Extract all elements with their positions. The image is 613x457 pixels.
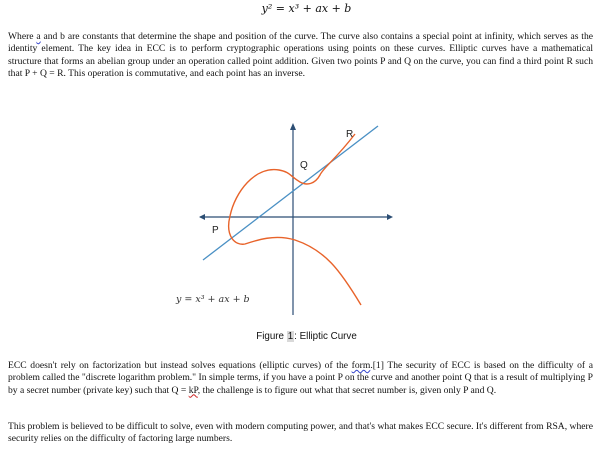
para1-after: and b are constants that determine the shape and position of the curve. The curve also contains a special point at infinity, which serves as the identity element. The key idea in ECC is to perform cryptographic operations using points on these curves. Elliptic curves have a mathematical structure that forms an abelian group under an operation called point addition. Given two points P and Q on the curve, you can find a third point R such that P + Q = R. This operation is commutative, and each point has an inverse. (8, 31, 593, 79)
paragraph-ecc-security (8, 360, 593, 397)
label-p: P (212, 225, 219, 236)
label-q: Q (300, 160, 308, 171)
caption-prefix: Figure (256, 331, 287, 342)
figure-axes (199, 123, 393, 315)
para2-after: , the challenge is to figure out what that secret number is, given only P and Q. (197, 384, 497, 396)
caption-suffix: : Elliptic Curve (294, 331, 357, 342)
para1-before: Where (8, 31, 37, 42)
spellcheck-a-token[interactable]: a (36, 31, 41, 42)
para2-before: ECC doesn't rely on factorization but instead solves equations (elliptic curves) of the (8, 360, 352, 371)
x-axis-arrow-left (199, 214, 205, 220)
x-axis-arrow-right (387, 214, 393, 220)
spellcheck-kp-token[interactable]: kP (188, 384, 198, 396)
elliptic-curve (229, 134, 361, 305)
para2-mid1: .[1] The security of ECC is based on the difficulty of a problem called the "discrete logarithm problem." In simple terms, if you have a point P on the curve and another point Q that is a result of multiplying P by a secret number (private key) such that Q = (8, 360, 593, 396)
curve-equation-label: y = x³ + ax + b (176, 294, 250, 305)
figure-caption (0, 331, 613, 342)
y-axis-arrow-top (290, 123, 296, 130)
paragraph-ecc-intro (8, 31, 593, 80)
caption-figure-number[interactable]: 1 (287, 331, 294, 342)
spellcheck-form-token[interactable]: form (351, 360, 371, 371)
curve-equation-heading: y² = x³ + ax + b (261, 2, 352, 15)
label-r: R (346, 129, 354, 140)
elliptic-curve-figure (176, 120, 400, 320)
secant-line (203, 126, 378, 260)
paragraph-ecc-difficulty: This problem is believed to be difficult to solve, even with modern computing power, and that's what makes ECC secure. It's different from RSA, where security relies on the difficulty of factoring large numbers. (8, 421, 593, 445)
